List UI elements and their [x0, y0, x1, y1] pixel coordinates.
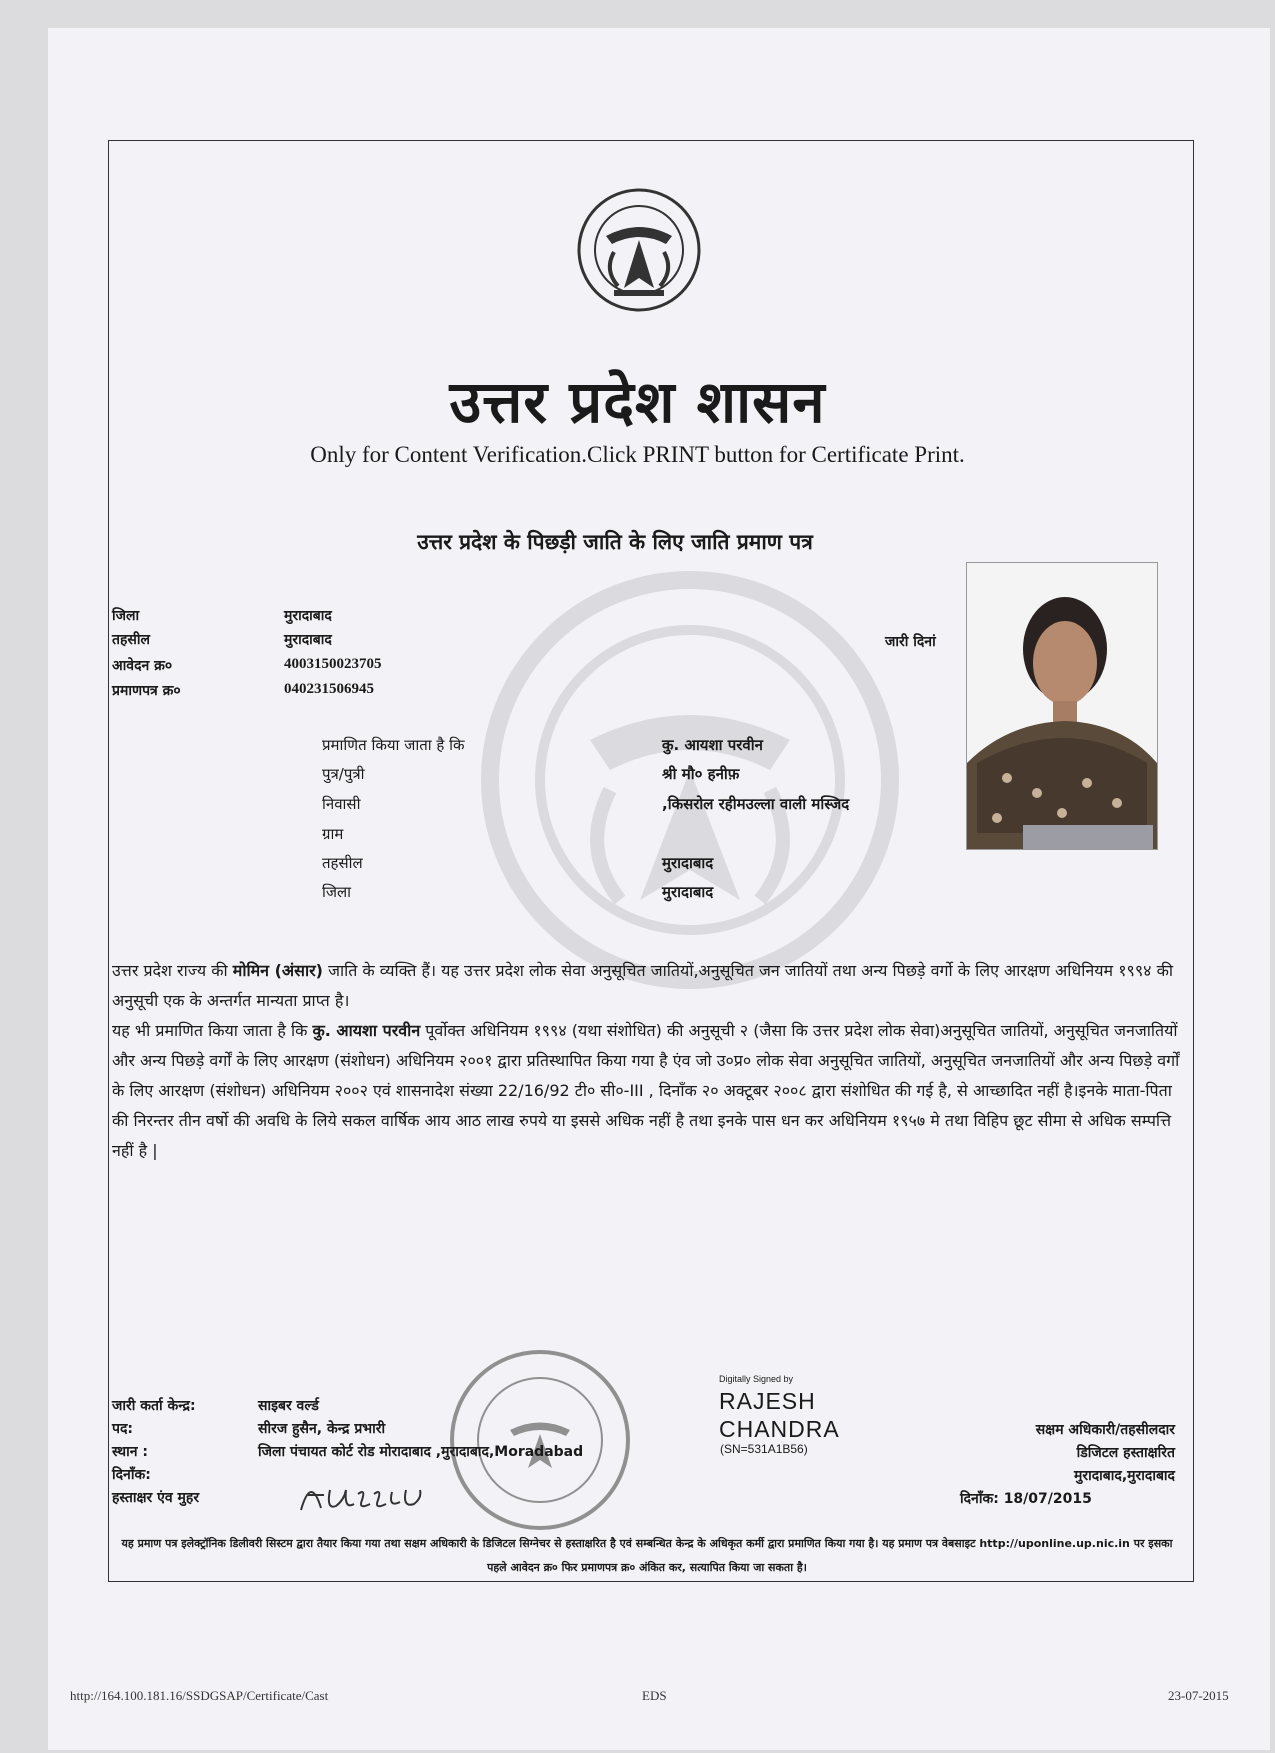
- district-label: जिला: [112, 608, 140, 624]
- issuer-date-label: दिनाँक:: [112, 1467, 151, 1483]
- issuer-place-label: स्थान :: [112, 1444, 148, 1460]
- certify-label: प्रमाणित किया जाता है कि: [322, 736, 465, 754]
- issuer-center-value: साइबर वर्ल्ड: [258, 1398, 319, 1414]
- p2-text-b: पूर्वोक्त अधिनियम १९९४ (यथा संशोधित) की अनुसूची २ (जैसा कि उत्तर प्रदेश लोक सेवा)अनुसूचित जातियों, अनुसूचित जनजातियों और अन्य पिछड़े वर्गों के लिए आरक्षण (संशोधन) अधिनियम २००१ द्वारा प्रतिस्थापित किया गया है एंव जो उ०प्र० लोक सेवा अनुसूचित जातियों, अनुसूचित जनजातियों और अन्य पिछड़े वर्गों के लिए आरक्षण (संशोधन) अधिनियम २००२ एवं शासनादेश संख्या 22/16/92 टी० सी०-III , दिनाँक २० अक्टूबर २००८ द्वारा संशोधित की गई है, से आच्छादित नहीं है।इनके माता-पिता की निरन्तर तीन वर्षो की अवधि के लिये सकल वार्षिक आय आठ लाख रुपये या इससे अधिक नहीं है तथा इनके पास धन कर अधिनियम १९५७ मे तथा विहिप छूट सीमा से अधिक सम्पत्ति नहीं है |: [112, 1021, 1180, 1160]
- p2-applicant-name: कु. आयशा परवीन: [312, 1021, 421, 1040]
- handwritten-signature-icon: [296, 1470, 446, 1520]
- authority-date-label: दिनाँक:: [960, 1491, 999, 1507]
- verification-notice: Only for Content Verification.Click PRINT button for Certificate Print.: [310, 442, 965, 467]
- footer-url: http://164.100.181.16/SSDGSAP/Certificate/Cast: [70, 1688, 329, 1703]
- district-value: मुरादाबाद: [284, 608, 332, 624]
- certificate-body: [112, 956, 1182, 1166]
- verification-note: यह प्रमाण पत्र इलेक्ट्रॉनिक डिलीवरी सिस्टम द्वारा तैयार किया गया तथा सक्षम अधिकारी के डिजिटल सिग्नेचर से हस्ताक्षरित है एवं सम्बन्धित केन्द्र के अधिकृत कर्मी द्वारा प्रमाणित किया गया है। यह प्रमाण पत्र वेबसाइट http://uponline.up.nic.in पर इसका पहले आवेदन क्र० फिर प्रमाणपत्र क्र० अंकित कर, सत्यापित किया जा सकता है।: [121, 1537, 1173, 1574]
- issuer-center-label: जारी कर्ता केन्द्र:: [112, 1398, 196, 1414]
- caste-name: मोमिन (अंसार): [232, 961, 323, 980]
- p1-text-b: जाति के व्यक्ति हैं। यह उत्तर प्रदेश लोक सेवा अनुसूचित जातियों,अनुसूचित जन जातियों तथा अन्य पिछड़े वर्गो के लिए आरक्षण अधिनियम १९९४ की अनुसूची एक के अन्तर्गत मान्यता प्राप्त है।: [112, 961, 1174, 1010]
- applicant-name-value: कु. आयशा परवीन: [662, 736, 763, 754]
- certificate-number-label: प्रमाणपत्र क्र०: [112, 683, 181, 699]
- issue-date-label: जारी दिनां: [885, 634, 936, 650]
- digital-signature-caption: Digitally Signed by: [719, 1374, 794, 1384]
- person-district-value: मुरादाबाद: [662, 883, 714, 901]
- certificate-heading: उत्तर प्रदेश के पिछड़ी जाति के लिए जाति प्रमाण पत्र: [417, 530, 813, 554]
- p2-text-a: यह भी प्रमाणित किया जाता है कि: [112, 1021, 313, 1040]
- issuer-post-value: सीरज हुसैन, केन्द्र प्रभारी: [258, 1421, 386, 1437]
- authority-location: मुरादाबाद,मुरादाबाद: [1074, 1468, 1175, 1484]
- authority-title: सक्षम अधिकारी/तहसीलदार: [1035, 1422, 1175, 1438]
- authority-date-value: 18/07/2015: [1003, 1491, 1092, 1507]
- parent-value: श्री मौ० हनीफ़: [662, 765, 740, 783]
- paragraph-one: [112, 956, 1182, 1016]
- issuer-post-label: पद:: [112, 1421, 133, 1437]
- signer-name-line2: CHANDRA: [719, 1416, 840, 1442]
- person-district-label: जिला: [322, 883, 352, 901]
- tehsil-label: तहसील: [112, 632, 150, 648]
- page-title: उत्तर प्रदेश शासन: [449, 368, 826, 436]
- application-number-value: 400315002370​5: [284, 656, 382, 672]
- village-label: ग्राम: [322, 825, 344, 843]
- authority-signed: डिजिटल हस्ताक्षरित: [1076, 1445, 1175, 1461]
- signature-label: हस्ताक्षर एंव मुहर: [112, 1490, 200, 1506]
- issuer-place-value: जिला पंचायत कोर्ट रोड मोरादाबाद ,मुरादाबाद,Moradabad: [258, 1444, 584, 1460]
- certificate-number-value: 040231506945: [284, 681, 374, 697]
- up-government-emblem-icon: [574, 178, 704, 318]
- application-number-label: आवेदन क्र०: [112, 658, 173, 674]
- paragraph-two: [112, 1016, 1182, 1166]
- person-tehsil-label: तहसील: [322, 854, 363, 872]
- applicant-photo: [966, 562, 1158, 850]
- footer-date: 23-07-2015: [1168, 1688, 1229, 1703]
- footer-center: EDS: [642, 1688, 667, 1703]
- signer-name-line1: RAJESH: [719, 1388, 816, 1414]
- p1-text-a: उत्तर प्रदेश राज्य की: [112, 961, 233, 980]
- tehsil-value: मुरादाबाद: [284, 632, 332, 648]
- person-tehsil-value: मुरादाबाद: [662, 854, 714, 872]
- center-seal-stamp-icon: [420, 1340, 660, 1540]
- digital-signature-serial: (SN=531A1B56): [720, 1442, 808, 1456]
- resident-value: ,किसरोल रहीमउल्ला वाली मस्जिद: [662, 795, 850, 813]
- parent-label: पुत्र/पुत्री: [322, 765, 365, 783]
- authority-date: [960, 1489, 1092, 1508]
- resident-label: निवासी: [322, 795, 361, 813]
